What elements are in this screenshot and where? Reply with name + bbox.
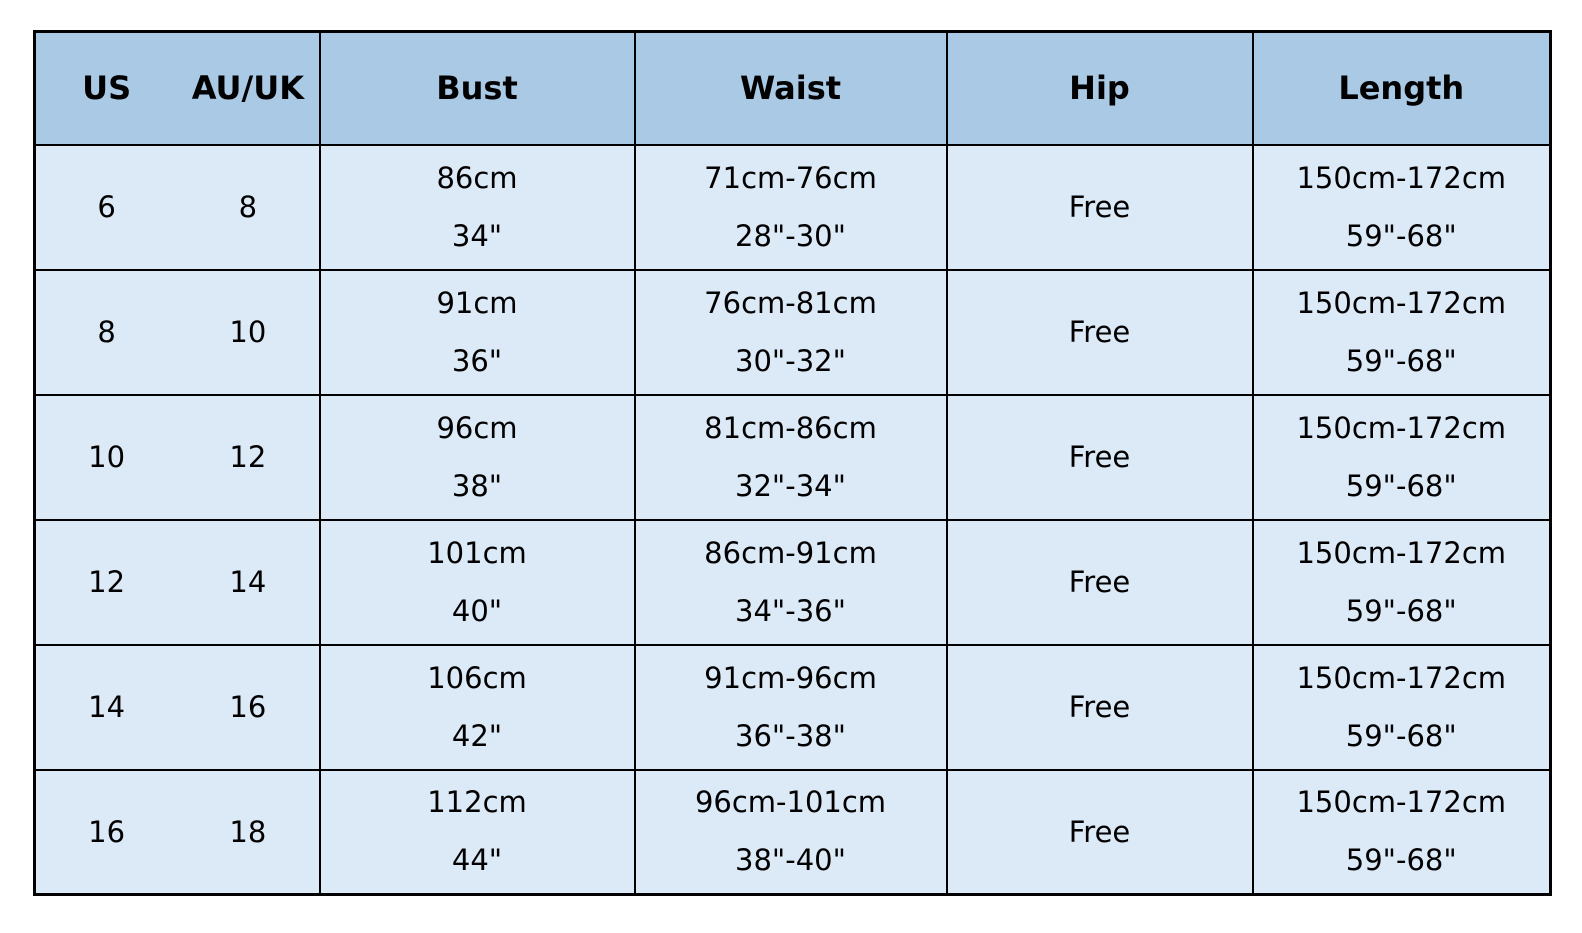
au-uk-size: 16 [229,690,267,724]
length-cm: 150cm-172cm [1296,660,1507,695]
header-au-uk: AU/UK [191,69,304,108]
length-in: 59"-68" [1345,843,1457,878]
us-size: 12 [88,565,126,599]
header-us: US [82,69,132,108]
waist-cm: 76cm-81cm [704,285,877,320]
bust-cm: 112cm [427,785,527,820]
bust-cm: 101cm [427,535,527,570]
au-uk-size: 8 [238,190,258,224]
size-cell [35,145,320,270]
bust-cm: 106cm [427,660,527,695]
waist-in: 38"-40" [735,843,846,878]
waist-cell [635,145,947,270]
header-length: Length [1253,32,1551,145]
length-cm: 150cm-172cm [1296,535,1507,570]
bust-in: 42" [451,718,503,753]
waist-cell [635,645,947,770]
waist-in: 28"-30" [735,218,846,253]
length-in: 59"-68" [1345,593,1457,628]
length-cell [1253,395,1551,520]
length-cm: 150cm-172cm [1296,285,1507,320]
au-uk-size: 18 [229,814,267,849]
table-row [35,520,1551,645]
hip-cell: Free [947,395,1253,520]
size-chart [33,30,1552,896]
length-cell [1253,520,1551,645]
table-row [35,145,1551,270]
waist-cell [635,395,947,520]
header-bust: Bust [320,32,635,145]
bust-in: 34" [451,218,503,253]
waist-cm: 71cm-76cm [704,160,877,195]
bust-cm: 91cm [436,285,518,320]
au-uk-size: 14 [229,565,267,599]
length-cell [1253,270,1551,395]
waist-in: 32"-34" [735,468,846,503]
table-row [35,270,1551,395]
bust-cell [320,270,635,395]
hip-cell: Free [947,770,1253,895]
waist-cm: 81cm-86cm [704,410,877,445]
bust-cm: 96cm [436,410,518,445]
bust-cell [320,770,635,895]
hip-cell: Free [947,645,1253,770]
size-chart-table [33,30,1552,896]
au-uk-size: 10 [229,315,267,349]
size-cell [35,270,320,395]
size-cell [35,770,320,895]
table-row [35,395,1551,520]
bust-cell [320,395,635,520]
waist-in: 36"-38" [735,718,846,753]
waist-in: 30"-32" [735,343,846,378]
length-cm: 150cm-172cm [1296,410,1507,445]
hip-cell: Free [947,520,1253,645]
length-in: 59"-68" [1345,218,1457,253]
hip-cell: Free [947,145,1253,270]
bust-cell [320,520,635,645]
size-cell [35,645,320,770]
header-row [35,32,1551,145]
bust-cell [320,645,635,770]
bust-cm: 86cm [436,160,518,195]
us-size: 16 [88,814,126,849]
us-size: 8 [97,315,116,349]
bust-in: 38" [451,468,503,503]
length-cm: 150cm-172cm [1296,785,1507,820]
length-cell [1253,145,1551,270]
length-in: 59"-68" [1345,718,1457,753]
hip-cell: Free [947,270,1253,395]
waist-cm: 86cm-91cm [704,535,877,570]
header-size-cell [35,32,320,145]
length-in: 59"-68" [1345,468,1457,503]
bust-in: 44" [451,843,503,878]
header-hip: Hip [947,32,1253,145]
header-waist: Waist [635,32,947,145]
waist-cell [635,520,947,645]
waist-cell [635,770,947,895]
table-row [35,645,1551,770]
length-cm: 150cm-172cm [1296,160,1507,195]
waist-cm: 91cm-96cm [704,660,877,695]
waist-cell [635,270,947,395]
au-uk-size: 12 [229,440,267,474]
bust-cell [320,145,635,270]
length-cell [1253,770,1551,895]
length-cell [1253,645,1551,770]
us-size: 14 [88,690,126,724]
waist-cm: 96cm-101cm [694,785,887,820]
size-cell [35,520,320,645]
us-size: 10 [88,440,126,474]
bust-in: 36" [451,343,503,378]
table-row [35,770,1551,895]
size-cell [35,395,320,520]
bust-in: 40" [451,593,503,628]
us-size: 6 [97,190,116,224]
waist-in: 34"-36" [735,593,846,628]
length-in: 59"-68" [1345,343,1457,378]
